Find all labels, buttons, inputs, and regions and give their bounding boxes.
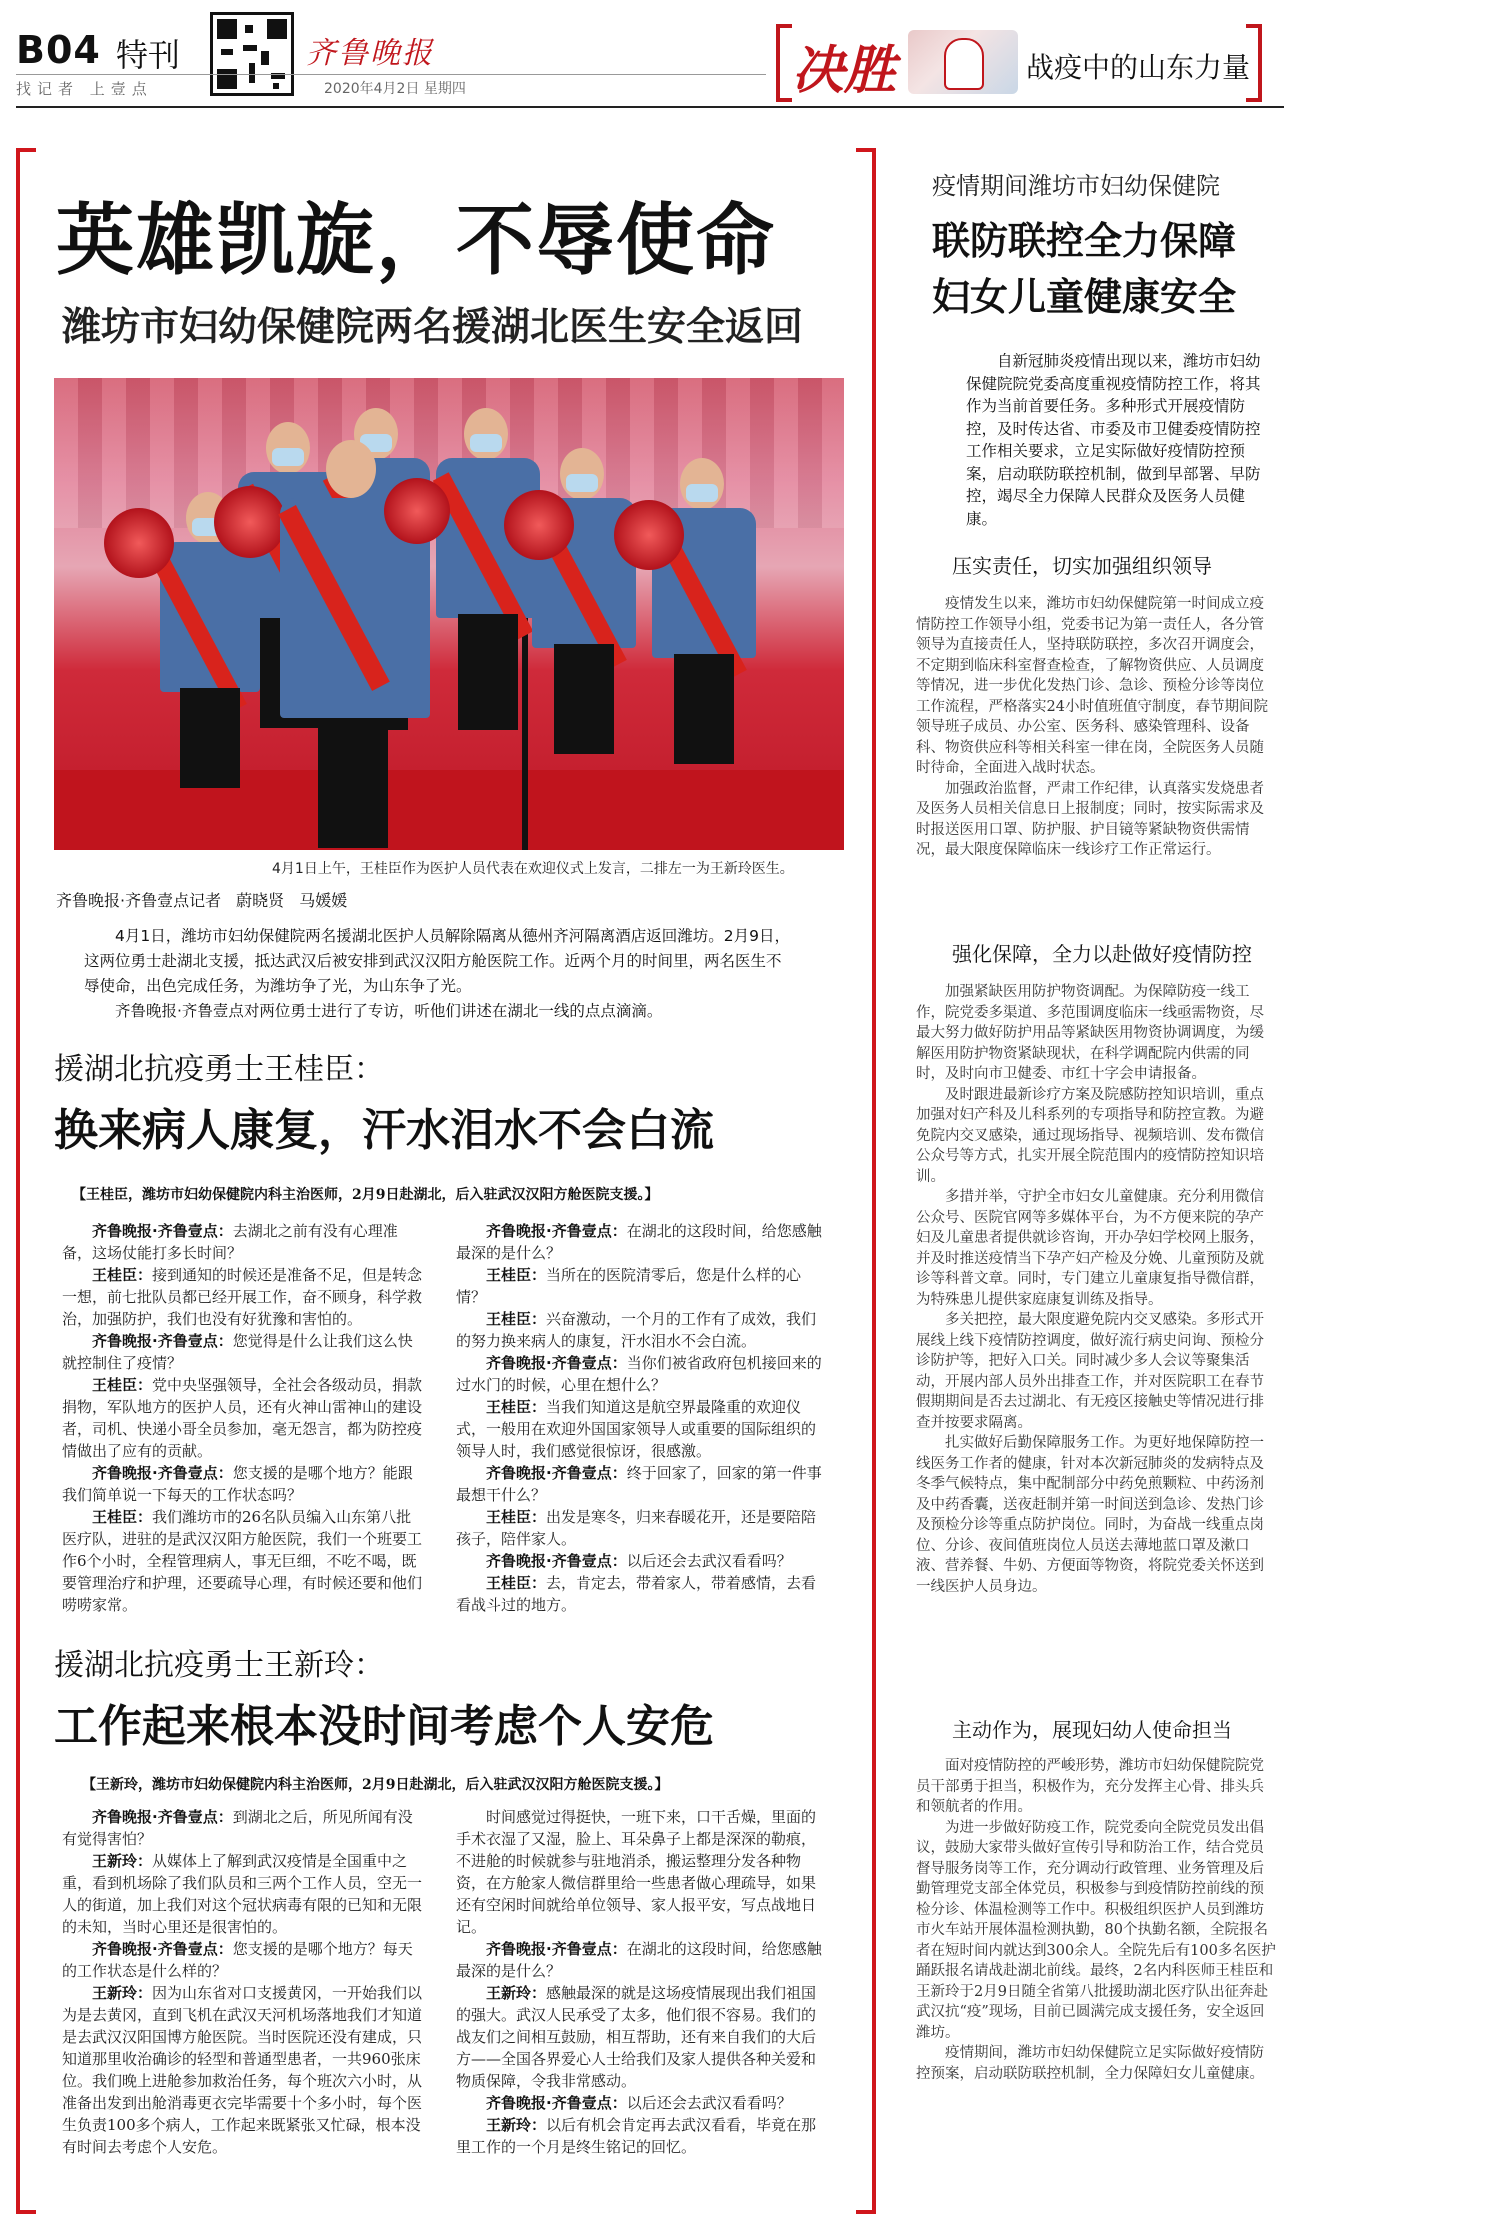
qa-text: 党中央坚强领导，全社会各级动员，捐款捐物，军队地方的医护人员，还有火神山雷神山的建设者，司机、快递小哥全员参加，毫无怨言，都为防控疫情做出了应有的贡献。 xyxy=(62,1376,423,1460)
sidebar-title-line-1: 联防联控全力保障 xyxy=(932,219,1237,263)
sidebar-paragraph: 为进一步做好防疫工作，院党委向全院党员发出倡议，鼓励大家带头做好宣传引导和防治工作，结合党员督导服务岗等工作，充分调动行政管理、业务管理及后勤管理党支部全体党员，积极参与到疫情防控前线的预检分诊、体温检测等工作中。积极组织医护人员到潍坊市火车站开展体温检测执勤，80个执勤名额，全院报名者在短时间内就达到300余人。全院先后有100多名医护踊跃报名请战赴湖北前线。最终，2名内科医师王桂臣和王新玲于2月9日随全省第八批援助湖北医疗队出征奔赴武汉抗“疫”现场，目前已圆满完成支援任务，安全返回潍坊。 xyxy=(916,1819,1276,2041)
brand-title: 决胜 xyxy=(792,40,897,101)
lead-paragraph-1: 4月1日，潍坊市妇幼保健院两名援湖北医护人员解除隔离从德州齐河隔离酒店返回潍坊。2月9日，这两位勇士赴湖北支援，抵达武汉后被安排到武汉汉阳方舱医院工作。近两个月的时间里，两名医生不辱使命，出色完成任务，为潍坊争了光，为山东争了光。 xyxy=(84,927,790,995)
qa-speaker: 齐鲁晚报·齐鲁壹点： xyxy=(486,2094,627,2112)
flower-bouquet xyxy=(504,490,574,560)
sidebar-paragraph: 疫情发生以来，潍坊市妇幼保健院第一时间成立疫情防控工作领导小组，党委书记为第一责任人，各分管领导为直接责任人，坚持联防联控，多次召开调度会，不定期到临床科室督查检查，了解物资供应、人员调度等情况，进一步优化发热门诊、急诊、预检分诊等岗位工作流程，严格落实24小时值班值守制度，春节期间院领导班子成员、办公室、医务科、感染管理科、设备科、物资供应科等相关科室一律在岗，全院医务人员随时待命，全面进入战时状态。 xyxy=(916,596,1268,776)
sidebar-paragraph: 加强紧缺医用防护物资调配。为保障防疫一线工作，院党委多渠道、多范围调度临床一线亟需物资，尽最大努力做好防护用品等紧缺医用物资协调调度，为缓解医用防护物资紧缺现状，在科学调配院内供需的同时，及时向市卫健委、市红十字会申请报备。 xyxy=(916,984,1264,1082)
sidebar-section-heading: 主动作为，展现妇幼人使命担当 xyxy=(952,1718,1232,1742)
qa-speaker: 王桂臣： xyxy=(92,1508,153,1526)
qa-speaker: 齐鲁晚报·齐鲁壹点： xyxy=(486,1940,627,1958)
sidebar-lead-text: 自新冠肺炎疫情出现以来，潍坊市妇幼保健院院党委高度重视疫情防控工作，将其作为当前首要任务。多种形式开展疫情防控，及时传达省、市委及市卫健委疫情防控工作相关要求，立足实际做好疫情防控预案，启动联防联控机制，做到早部署、早防控，竭尽全力保障人民群众及医务人员健康。 xyxy=(966,352,1261,528)
page-header xyxy=(0,0,1500,110)
qa-speaker: 齐鲁晚报·齐鲁壹点： xyxy=(92,1808,233,1826)
qa-speaker: 齐鲁晚报·齐鲁壹点： xyxy=(486,1552,627,1570)
qa-text: 以后还会去武汉看看吗？ xyxy=(626,1552,792,1570)
qa-paragraph xyxy=(456,1352,830,1396)
qa-text: 当你们被省政府包机接回来的过水门的时候，心里在想什么？ xyxy=(456,1354,822,1394)
story2-column-2 xyxy=(456,1806,830,2158)
qa-text: 感触最深的就是这场疫情展现出我们祖国的强大。武汉人民承受了太多，他们很不容易。我们的战友们之间相互鼓励，相互帮助，还有来自我们的大后方——全国各界爱心人士给我们及家人提供各种关爱和物质保障，令我非常感动。 xyxy=(456,1984,817,2090)
qa-paragraph xyxy=(456,1220,830,1264)
main-subheadline: 潍坊市妇幼保健院两名援湖北医生安全返回 xyxy=(62,305,804,350)
sidebar-paragraph: 面对疫情防控的严峻形势，潍坊市妇幼保健院院党员干部勇于担当，积极作为，充分发挥主心骨、排头兵和领航者的作用。 xyxy=(916,1758,1264,1815)
sidebar-section-heading: 压实责任，切实加强组织领导 xyxy=(952,554,1212,578)
sidebar-paragraph: 及时跟进最新诊疗方案及院感防控知识培训，重点加强对妇产科及儿科系列的专项指导和防控宣教。为避免院内交叉感染，通过现场指导、视频培训、发布微信公众号等方式，扎实开展全院范围内的疫情防控知识培训。 xyxy=(916,1086,1264,1185)
page-number: B04 xyxy=(16,28,101,72)
qa-text: 我们潍坊市的26名队员编入山东第八批医疗队，进驻的是武汉汉阳方舱医院，我们一个班要工作6个小时，全程管理病人，事无巨细，不吃不喝，既要管理治疗和护理，还要疏导心理，有时候还要和他们唠唠家常。 xyxy=(62,1508,423,1614)
qa-paragraph xyxy=(62,1806,424,1850)
qa-text: 到湖北之后，所见所闻有没有觉得害怕？ xyxy=(62,1808,413,1848)
qa-paragraph xyxy=(62,1982,424,2158)
qa-text: 时间感觉过得挺快，一班下来，口干舌燥，里面的手术衣湿了又湿，脸上、耳朵鼻子上都是深深的勒痕，不进舱的时候就参与驻地消杀，搬运整理分发各种物资，在方舱家人微信群里给一些患者做心理疏导，如果还有空闲时间就给单位领导、家人报平安，写点战地日记。 xyxy=(456,1808,817,1936)
brand-slogan: 战疫中的山东力量 xyxy=(1026,51,1251,84)
story1-column-2 xyxy=(456,1220,830,1616)
qa-paragraph xyxy=(62,1330,424,1374)
qa-speaker: 王桂臣： xyxy=(486,1574,547,1592)
qa-speaker: 齐鲁晚报·齐鲁壹点： xyxy=(92,1940,233,1958)
qa-paragraph xyxy=(62,1938,424,1982)
qa-paragraph xyxy=(62,1264,424,1330)
main-headline: 英雄凯旋，不辱使命 xyxy=(56,196,777,286)
qa-text: 您支援的是哪个地方？每天的工作状态是什么样的？ xyxy=(62,1940,413,1980)
qa-text: 当所在的医院清零后，您是什么样的心情？ xyxy=(456,1266,802,1306)
sidebar-lead xyxy=(966,350,1262,530)
newspaper-logo: 齐鲁晚报 xyxy=(306,36,434,71)
photo-caption: 4月1日上午，王桂臣作为医护人员代表在欢迎仪式上发言，二排左一为王新玲医生。 xyxy=(272,861,794,877)
story1-bio: 【王桂臣，潍坊市妇幼保健院内科主治医师，2月9日赴湖北，后入驻武汉汉阳方舱医院支援。】 xyxy=(72,1187,659,1203)
qa-speaker: 齐鲁晚报·齐鲁壹点： xyxy=(486,1354,627,1372)
qa-paragraph xyxy=(456,2114,830,2158)
qa-speaker: 齐鲁晚报·齐鲁壹点： xyxy=(486,1222,627,1240)
section-label: 特刊 xyxy=(116,36,181,74)
qa-text: 终于回家了，回家的第一件事最想干什么？ xyxy=(456,1464,822,1504)
issue-date: 2020年4月2日 星期四 xyxy=(324,81,466,97)
qr-code-icon[interactable] xyxy=(210,12,294,96)
sidebar-paragraph: 多措并举，守护全市妇女儿童健康。充分利用微信公众号、医院官网等多媒体平台，为不方便来院的孕产妇及儿童患者提供就诊咨询，开办孕妇学校网上服务，并及时推送疫情当下孕产妇产检及分娩、儿童预防及就诊等科普文章。同时，专门建立儿童康复指导微信群，为特殊患儿提供家庭康复训练及指导。 xyxy=(916,1189,1264,1308)
qa-paragraph xyxy=(62,1374,424,1462)
qa-paragraph xyxy=(456,1572,830,1616)
qa-speaker: 齐鲁晚报·齐鲁壹点： xyxy=(486,1464,627,1482)
lead-paragraph-2: 齐鲁晚报·齐鲁壹点对两位勇士进行了专访，听他们讲述在湖北一线的点点滴滴。 xyxy=(115,1002,663,1020)
qa-speaker: 王新玲： xyxy=(486,2116,547,2134)
story2-column-1 xyxy=(62,1806,424,2158)
qa-text: 接到通知的时候还是准备不足，但是转念一想，前七批队员都已经开展工作，奋不顾身，科学救治，加强防护，我们也没有好犹豫和害怕的。 xyxy=(62,1266,423,1328)
sidebar-section-body xyxy=(916,594,1278,861)
sidebar-paragraph: 多关把控，最大限度避免院内交叉感染。多形式开展线上线下疫情防控调度，做好流行病史问询、预检分诊防护等，把好入口关。同时减少多人会议等聚集活动，开展内部人员外出排查工作，并对医院职工在春节假期期间是否去过湖北、有无疫区接触史等情况进行排查并按要求隔离。 xyxy=(916,1312,1264,1431)
qa-speaker: 王桂臣： xyxy=(92,1266,153,1284)
qa-paragraph xyxy=(456,1806,830,1938)
flower-bouquet xyxy=(384,478,450,544)
qa-speaker: 王新玲： xyxy=(92,1852,153,1870)
qa-text: 出发是寒冬，归来春暖花开，还是要陪陪孩子，陪伴家人。 xyxy=(456,1508,817,1548)
sidebar-section-heading: 强化保障，全力以赴做好疫情防控 xyxy=(952,942,1252,966)
qa-text: 您支援的是哪个地方？能跟我们简单说一下每天的工作状态吗？ xyxy=(62,1464,413,1504)
sidebar-kicker: 疫情期间潍坊市妇幼保健院 xyxy=(932,172,1220,200)
byline: 齐鲁晚报·齐鲁壹点记者 蔚晓贤 马媛媛 xyxy=(56,891,348,910)
qa-text: 去湖北之前有没有心理准备，这场仗能打多长时间？ xyxy=(62,1222,398,1262)
qa-text: 在湖北的这段时间，给您感触最深的是什么？ xyxy=(456,1222,822,1262)
qa-speaker: 王桂臣： xyxy=(486,1508,547,1526)
story2-bio: 【王新玲，潍坊市妇幼保健院内科主治医师，2月9日赴湖北，后入驻武汉汉阳方舱医院支援。】 xyxy=(82,1777,669,1793)
qa-text: 以后还会去武汉看看吗？ xyxy=(626,2094,792,2112)
sidebar-paragraph: 扎实做好后勤保障服务工作。为更好地保障防控一线医务工作者的健康，针对本次新冠肺炎的发病特点及冬季气候特点，集中配制部分中药免煎颗粒、中药汤剂及中药香囊，送夜赶制并第一时间送到急诊、发热门诊及预检分诊等重点防护岗位。同时，为奋战一线重点岗位、分诊、夜间值班岗位人员送去薄地蓝口罩及漱口液、营养餐、牛奶、方便面等物资，将院党委关怀送到一线医护人员身边。 xyxy=(916,1435,1264,1595)
qa-paragraph xyxy=(456,1506,830,1550)
flower-bouquet xyxy=(104,508,174,578)
qa-text: 从媒体上了解到武汉疫情是全国重中之重，看到机场除了我们队员和三两个工作人员，空无一人的街道，加上我们对这个冠状病毒有限的已知和无限的未知，当时心里还是很害怕的。 xyxy=(62,1852,423,1936)
qa-paragraph xyxy=(456,1264,830,1308)
story1-column-1 xyxy=(62,1220,424,1616)
qa-text: 您觉得是什么让我们这么快就控制住了疫情？ xyxy=(62,1332,413,1372)
qa-paragraph xyxy=(62,1506,424,1616)
story2-kicker: 援湖北抗疫勇士王新玲： xyxy=(54,1648,384,1683)
qa-paragraph xyxy=(456,1982,830,2092)
header-divider xyxy=(16,74,766,75)
special-brand-banner xyxy=(776,24,1262,102)
qa-speaker: 齐鲁晚报·齐鲁壹点： xyxy=(92,1222,233,1240)
qa-paragraph xyxy=(456,1550,830,1572)
story1-kicker: 援湖北抗疫勇士王桂臣： xyxy=(54,1052,384,1087)
qa-speaker: 齐鲁晚报·齐鲁壹点： xyxy=(92,1332,233,1350)
qa-text: 以后有机会肯定再去武汉看看，毕竟在那里工作的一个月是终生铭记的回忆。 xyxy=(456,2116,817,2156)
flower-bouquet xyxy=(614,500,684,570)
welcome-ceremony-photo[interactable] xyxy=(54,378,844,850)
qa-speaker: 王桂臣： xyxy=(92,1376,153,1394)
qa-speaker: 王新玲： xyxy=(486,1984,547,2002)
qa-speaker: 王新玲： xyxy=(92,1984,153,2002)
sidebar-paragraph: 疫情期间，潍坊市妇幼保健院立足实际做好疫情防控预案，启动联防联控机制，全力保障妇女儿童健康。 xyxy=(916,2045,1264,2082)
qa-speaker: 王桂臣： xyxy=(486,1266,547,1284)
qa-text: 去，肯定去，带着家人，带着感情，去看看战斗过的地方。 xyxy=(456,1574,817,1614)
qa-paragraph xyxy=(456,2092,830,2114)
qa-text: 当我们知道这是航空界最隆重的欢迎仪式，一般用在欢迎外国国家领导人或重要的国际组织的领导人时，我们感觉很惊讶，很感激。 xyxy=(456,1398,817,1460)
header-tagline: 找记者 上壹点 xyxy=(16,80,153,98)
flower-bouquet xyxy=(214,486,286,558)
qa-paragraph xyxy=(456,1396,830,1462)
medical-worker-illustration-icon xyxy=(908,30,1018,94)
lead-paragraph xyxy=(84,924,796,1024)
photo-stage xyxy=(54,770,844,850)
qa-paragraph xyxy=(456,1462,830,1506)
sidebar-title-line-2: 妇女儿童健康安全 xyxy=(932,275,1237,319)
qa-paragraph xyxy=(456,1308,830,1352)
header-bottom-rule xyxy=(16,106,1284,108)
qa-speaker: 王桂臣： xyxy=(486,1398,547,1416)
sidebar-paragraph: 加强政治监督，严肃工作纪律，认真落实发烧患者及医务人员相关信息日上报制度；同时，按实际需求及时报送医用口罩、防护服、护目镜等紧缺物资供需情况，最大限度保障临床一线诊疗工作正常运行。 xyxy=(916,780,1264,858)
qa-paragraph xyxy=(62,1220,424,1264)
qa-text: 在湖北的这段时间，给您感触最深的是什么？ xyxy=(456,1940,822,1980)
sidebar-section-body xyxy=(916,1756,1278,2084)
story2-title: 工作起来根本没时间考虑个人安危 xyxy=(54,1701,714,1752)
qa-paragraph xyxy=(62,1850,424,1938)
qa-text: 因为山东省对口支援黄冈，一开始我们以为是去黄冈，直到飞机在武汉天河机场落地我们才知道是去武汉汉阳国博方舱医院。当时医院还没有建成，只知道那里收治确诊的轻型和普通型患者，一共960张床位。我们晚上进舱参加救治任务，每个班次六小时，从准备出发到出舱消毒更衣完毕需要十个多小时，每个医生负责100多个病人，工作起来既紧张又忙碌，根本没有时间去考虑个人安危。 xyxy=(62,1984,423,2156)
qa-text: 兴奋激动，一个月的工作有了成效，我们的努力换来病人的康复，汗水泪水不会白流。 xyxy=(456,1310,817,1350)
qa-speaker: 齐鲁晚报·齐鲁壹点： xyxy=(92,1464,233,1482)
qa-paragraph xyxy=(62,1462,424,1506)
qa-paragraph xyxy=(456,1938,830,1982)
sidebar-section-body xyxy=(916,982,1278,1597)
story1-title: 换来病人康复，汗水泪水不会白流 xyxy=(54,1105,714,1156)
qa-speaker: 王桂臣： xyxy=(486,1310,547,1328)
